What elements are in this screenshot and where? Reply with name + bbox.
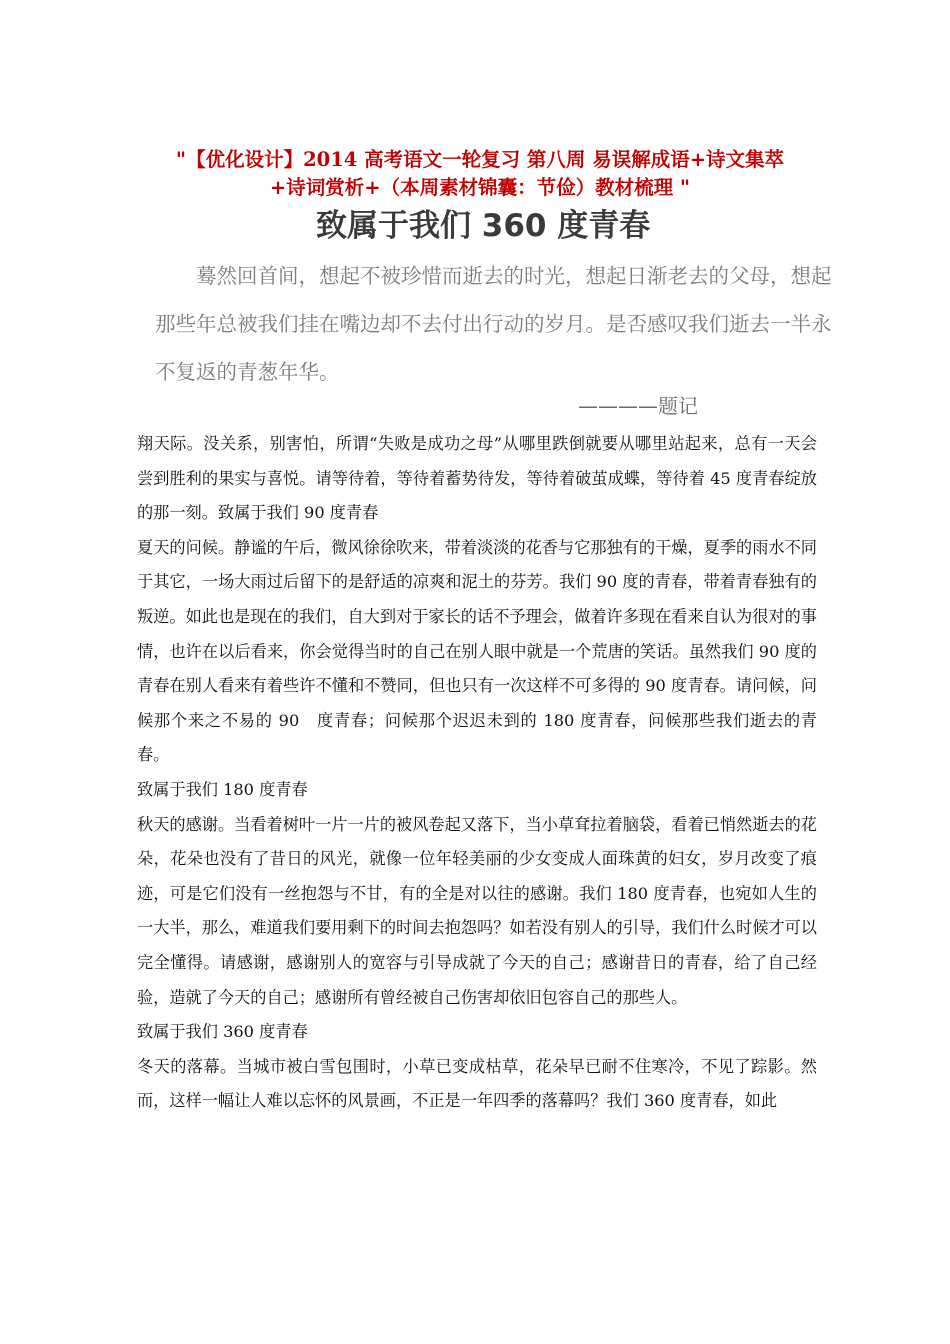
essay-title: 致属于我们 360 度青春 [316,208,651,244]
essay-body [137,427,817,1119]
essay-epigraph: 蓦然回首间，想起不被珍惜而逝去的时光，想起日渐老去的父母，想起那些年总被我们挂在嘴边却不去付出行动的岁月。是否感叹我们逝去一半永不复返的青葱年华。 [155,264,832,384]
epigraph-signature: ————题记 [578,394,698,418]
document-header-title [100,146,860,202]
body-paragraph: 冬天的落幕。当城市被白雪包围时，小草已变成枯草，花朵早已耐不住寒冷，不见了踪影。然而，这样一幅让人难以忘怀的风景画，不正是一年四季的落幕吗？我们 360 度青春，如此 [137,1056,817,1111]
body-paragraph: 夏天的问候。静谧的午后，微风徐徐吹来，带着淡淡的花香与它那独有的干燥，夏季的雨水不同于其它，一场大雨过后留下的是舒适的凉爽和泥土的芬芳。我们 90 度的青春，带着青春独有的叛逆。如此也是现在的我们，自大到对于家长的话不予理会，做着许多现在看来自认为很对的事情，也许在以后看来，你会觉得当时的自己在别人眼中就是一个荒唐的笑话。虽然我们 90 度的青春在别人看来有着些许不懂和不赞同，但也只有一次这样不可多得的 90 度青春。请问候，问候那个来之不易的 90 度青春；问候那个迟迟未到的 180 度青春，问候那些我们逝去的青春。 [137,537,817,765]
section-heading: 致属于我们 360 度青春 [137,1022,308,1042]
section-heading: 致属于我们 180 度青春 [137,779,308,799]
body-paragraph: 翔天际。没关系，别害怕，所谓“失败是成功之母”从哪里跌倒就要从哪里站起来，总有一天会尝到胜利的果实与喜悦。请等待着，等待着蓄势待发，等待着破茧成蝶，等待着 45 度青春绽放的那一刻。致属于我们 90 度青春 [137,434,817,523]
body-paragraph: 秋天的感谢。当看着树叶一片一片的被风卷起又落下，当小草耷拉着脑袋，看着已悄然逝去的花朵，花朵也没有了昔日的风光，就像一位年轻美丽的少女变成人面珠黄的妇女，岁月改变了痕迹，可是它们没有一丝抱怨与不甘，有的全是对以往的感谢。我们 180 度青春，也宛如人生的一大半，那么，难道我们要用剩下的时间去抱怨吗？如若没有别人的引导，我们什么时候才可以完全懂得。请感谢，感谢别人的宽容与引导成就了今天的自己；感谢昔日的青春，给了自己经验，造就了今天的自己；感谢所有曾经被自己伤害却依旧包容自己的那些人。 [137,814,817,1007]
header-title-line-1: "【优化设计】2014 高考语文一轮复习 第八周 易误解成语+诗文集萃 [175,148,785,171]
header-title-line-2: +诗词赏析+（本周素材锦囊：节俭）教材梳理 " [269,176,691,199]
